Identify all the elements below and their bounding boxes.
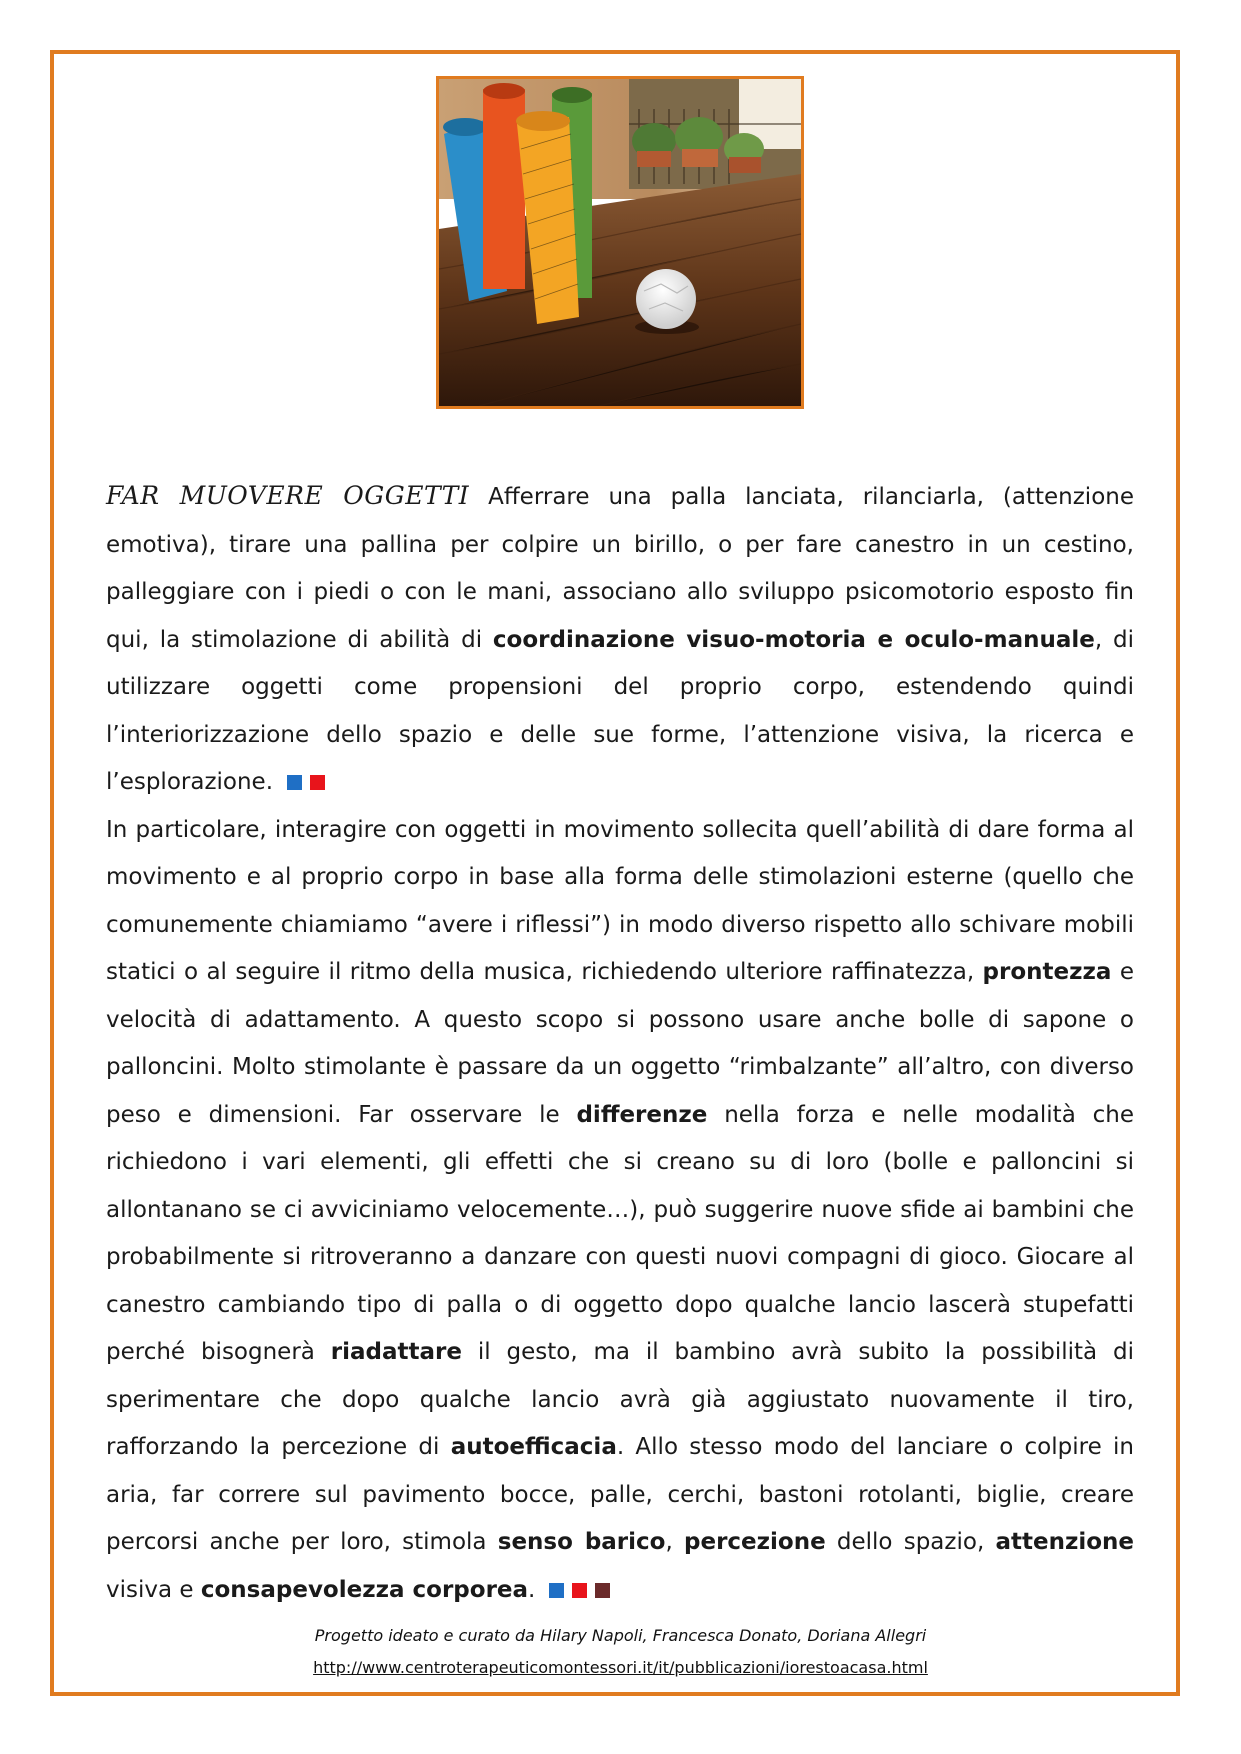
paragraph-1 [106,472,1134,807]
bold-term: consapevolezza corporea [200,1576,529,1603]
brown-square-marker [595,1583,610,1598]
text-run: il gesto, ma il bambino avrà subito la possibilità di sperimentare che dopo qualche lancio avrà già aggiustato nuovamente il tiro, rafforzando la percezione di [106,1339,1134,1460]
bold-term: senso barico [497,1529,666,1555]
article-body [106,472,1134,1614]
text-run: . [528,1576,536,1603]
photo-illustration [439,79,801,406]
paragraph-2 [106,807,1134,1615]
bold-term: prontezza [982,959,1112,985]
text-run: nella forza e nelle modalità che richiedono i vari elementi, gli effetti che si creano su di loro (bolle e palloncini si allontanano se ci avviciniamo velocemente…), può suggerire nuove sfide ai bambini che probabilmente si ritroveranno a danzare con questi nuovi compagni di gioco. Giocare al canestro cambiando tipo di palla o di oggetto dopo qualche lancio lascerà stupefatti perché bisognerà [106,1101,1134,1365]
bold-term: autoefficacia [450,1434,617,1460]
text-run: dello spazio, [825,1529,996,1555]
footer-link[interactable]: http://www.centroterapeuticomontessori.it/it/pubblicazioni/iorestoacasa.html [313,1658,928,1677]
text-run: visiva e [106,1576,201,1603]
activity-photo [436,76,804,409]
red-square-marker [572,1583,587,1598]
text-run: . Allo stesso modo del lanciare o colpire in aria, far correre sul pavimento bocce, palle, cerchi, bastoni rotolanti, biglie, creare percorsi anche per loro, stimola [106,1434,1134,1555]
bold-term: riadattare [330,1339,462,1365]
bold-term: attenzione [995,1529,1134,1555]
text-run: , [665,1529,684,1555]
bold-term: coordinazione visuo-motoria e oculo-manuale [492,626,1095,653]
bold-term: differenze [576,1101,708,1128]
red-square-marker [310,775,325,790]
blue-square-marker [287,775,302,790]
text-run: , di utilizzare oggetti come propensioni del proprio corpo, estendendo quindi l’interiorizzazione dello spazio e delle sue forme, l’attenzione visiva, la ricerca e l’esplorazione. [106,626,1134,795]
section-heading: FAR MUOVERE OGGETTI [106,481,470,510]
text-run: e velocità di adattamento. A questo scopo si possono usare anche bolle di sapone o palloncini. Molto stimolante è passare da un oggetto “rimbalzante” all’altro, con diverso peso e dimensioni. Far osservare le [106,959,1134,1128]
bold-term: percezione [684,1529,826,1555]
blue-square-marker [549,1583,564,1598]
page-footer [0,1620,1241,1684]
text-run: In particolare, interagire con oggetti in movimento sollecita quell’abilità di dare forma al movimento e al proprio corpo in base alla forma delle stimolazioni esterne (quello che comunemente chiamiamo “avere i riflessi”) in modo diverso rispetto allo schivare mobili statici o al seguire il ritmo della musica, richiedendo ulteriore raffinatezza, [106,816,1134,985]
footer-credits: Progetto ideato e curato da Hilary Napoli, Francesca Donato, Doriana Allegri [314,1626,927,1645]
text-run: Afferrare una palla lanciata, rilanciarla, (attenzione emotiva), tirare una pallina per colpire un birillo, o per fare canestro in un cestino, palleggiare con i piedi o con le mani, associano allo sviluppo psicomotorio esposto fin qui, la stimolazione di abilità di [106,484,1135,653]
